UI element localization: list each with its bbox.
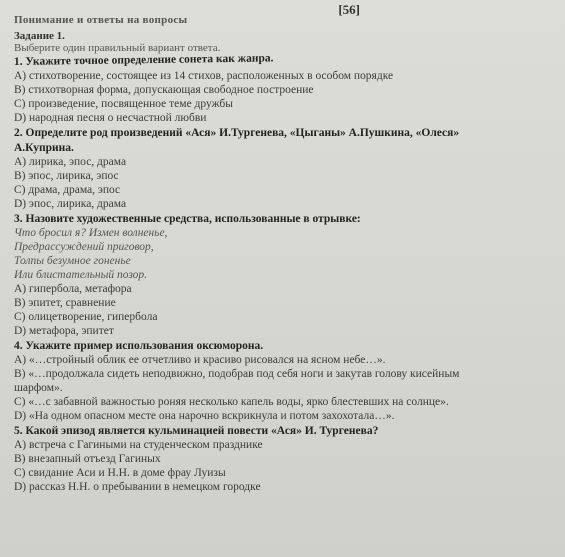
q4-option-b: B) «…продолжала сидеть неподвижно, подобрав под себя ноги и закутав голову кисейным	[14, 368, 460, 380]
section-heading: Понимание и ответы на вопросы	[14, 14, 188, 26]
q5-option-d: D) рассказ Н.Н. о пребывании в немецком городке	[14, 481, 261, 493]
question-5: 5. Какой эпизод является кульминацией повести «Ася» И. Тургенева?	[14, 425, 379, 437]
q2-option-d: D) эпос, лирика, драма	[14, 198, 127, 210]
q4-option-d: D) «На одном опасном месте она нарочно вскрикнула и потом захохотала…».	[14, 410, 395, 422]
question-3: 3. Назовите художественные средства, использованные в отрывке:	[14, 213, 361, 225]
question-2-line-2: А.Куприна.	[14, 142, 74, 154]
q2-option-c: C) драма, драма, эпос	[14, 184, 121, 196]
quote-line-3: Толпы безумное гоненье	[14, 255, 131, 267]
q3-option-a: A) гипербола, метафора	[14, 283, 132, 295]
q2-option-a: A) лирика, эпос, драма	[14, 156, 127, 168]
q3-option-b: B) эпитет, сравнение	[14, 297, 116, 309]
task-title: Задание 1.	[14, 30, 65, 42]
q1-option-a: A) стихотворение, состоящее из 14 стихов, расположенных в особом порядке	[14, 70, 394, 82]
quote-line-4: Или блистательный позор.	[14, 269, 148, 281]
q1-option-b: B) стихотворная форма, допускающая свободное построение	[14, 84, 314, 96]
quote-line-1: Что бросил я? Измен волненье,	[14, 227, 168, 239]
q4-option-a: A) «…стройный облик ее отчетливо и красиво рисовался на ясном небе…».	[14, 354, 386, 366]
q5-option-b: B) внезапный отъезд Гагиных	[14, 453, 161, 465]
q3-option-c: C) олицетворение, гипербола	[14, 311, 158, 323]
quote-line-2: Предрассуждений приговор,	[14, 241, 154, 253]
q1-option-c: C) произведение, посвященное теме дружбы	[14, 98, 233, 110]
question-4: 4. Укажите пример использования оксюморона.	[14, 340, 264, 352]
question-1: 1. Укажите точное определение сонета как жанра.	[13, 52, 274, 68]
q5-option-c: C) свидание Аси и Н.Н. в доме фрау Луизы	[14, 467, 226, 479]
page-number: [56]	[338, 2, 360, 17]
q3-option-d: D) метафора, эпитет	[14, 325, 114, 337]
q2-option-b: B) эпос, лирика, эпос	[14, 170, 119, 182]
q5-option-a: A) встреча с Гагиными на студенческом празднике	[14, 439, 263, 451]
q4-option-c: C) «…с забавной важностью роняя несколько капель воды, ярко блестевших на солнце».	[14, 396, 449, 408]
q4-option-b-continued: шарфом».	[14, 382, 63, 394]
question-2-line-1: 2. Определите род произведений «Ася» И.Тургенева, «Цыганы» А.Пушкина, «Олеся»	[14, 127, 460, 139]
q1-option-d: D) народная песня о несчастной любви	[14, 112, 207, 124]
instruction: Выберите один правильный вариант ответа.	[14, 42, 221, 54]
